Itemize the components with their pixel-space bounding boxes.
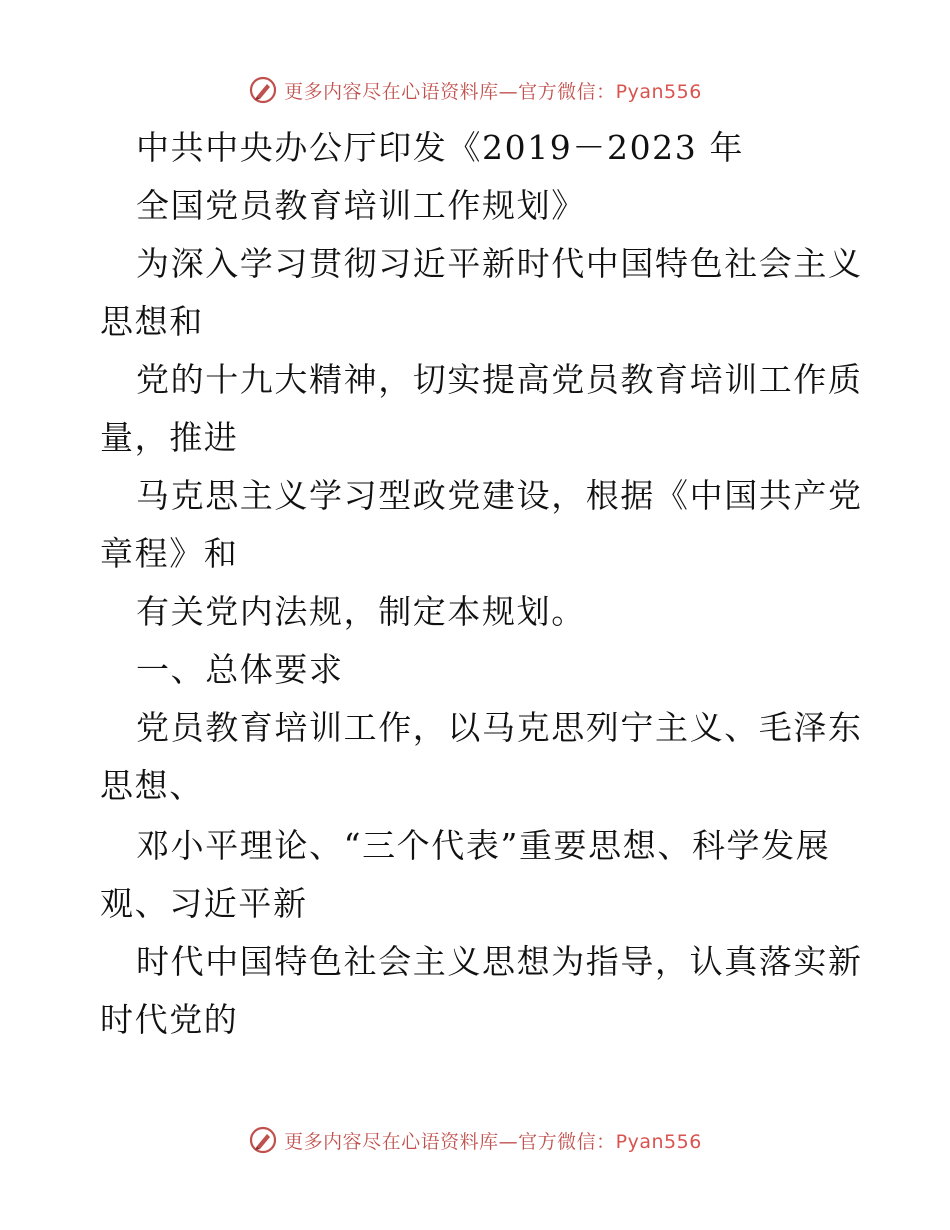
- paragraph-line: 量，推进: [100, 418, 239, 457]
- paragraph-line: 党的十九大精神，切实提高党员教育培训工作质: [136, 360, 863, 399]
- watermark-banner-top: [0, 70, 950, 110]
- pen-logo-icon: [248, 75, 278, 105]
- paragraph-line: 时代中国特色社会主义思想为指导，认真落实新: [136, 942, 863, 981]
- watermark-text: 更多内容尽在心语资料库—官方微信：: [284, 80, 616, 103]
- paragraph-line: 为深入学习贯彻习近平新时代中国特色社会主义: [136, 244, 863, 283]
- paragraph-line: 有关党内法规，制定本规划。: [136, 592, 586, 631]
- watermark-wechat-id: Pyan556: [615, 1130, 702, 1153]
- section-heading: 一、总体要求: [136, 650, 344, 689]
- paragraph-line: 党员教育培训工作，以马克思列宁主义、毛泽东: [136, 708, 863, 747]
- paragraph-line: 观、习近平新: [100, 884, 308, 923]
- paragraph-line: 章程》和: [100, 534, 239, 573]
- document-title-line2: 全国党员教育培训工作规划》: [136, 186, 586, 225]
- document-title-line1: 中共中央办公厅印发《2019－2023 年: [136, 128, 745, 167]
- paragraph-line: 邓小平理论、“三个代表”重要思想、科学发展: [136, 826, 831, 865]
- watermark-banner-bottom: [0, 1120, 950, 1160]
- watermark-text: 更多内容尽在心语资料库—官方微信：: [284, 1130, 616, 1153]
- paragraph-line: 思想、: [100, 766, 204, 805]
- paragraph-line: 时代党的: [100, 1000, 239, 1039]
- paragraph-line: 思想和: [100, 302, 204, 341]
- watermark-wechat-id: Pyan556: [615, 80, 702, 103]
- paragraph-line: 马克思主义学习型政党建设，根据《中国共产党: [136, 476, 863, 515]
- pen-logo-icon: [248, 1125, 278, 1155]
